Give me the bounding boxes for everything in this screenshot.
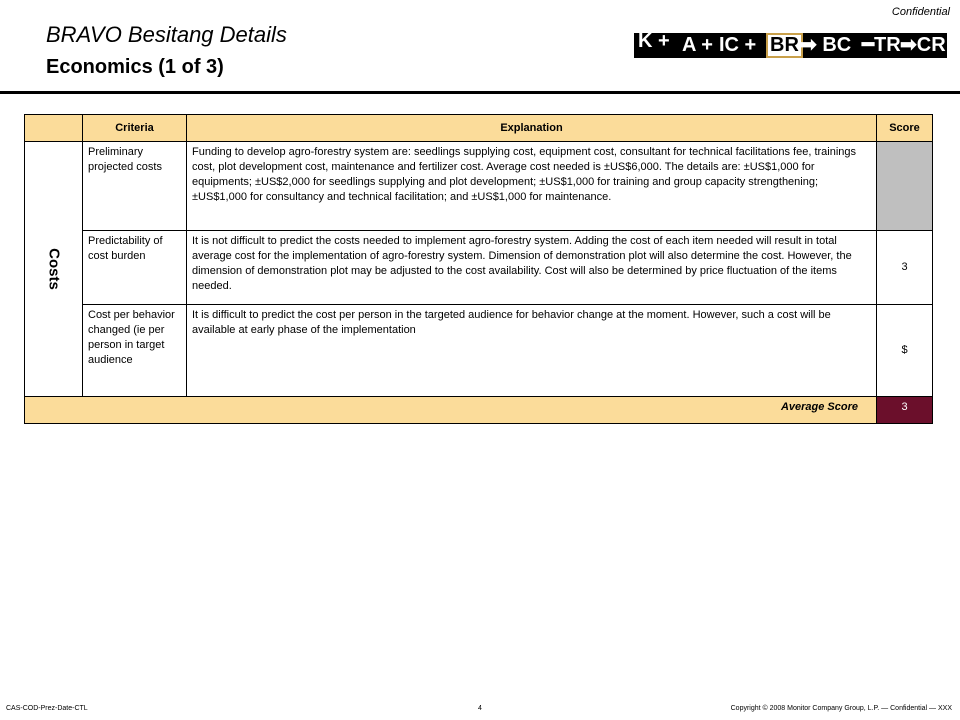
header-divider xyxy=(0,91,960,94)
explanation-cell: Funding to develop agro-forestry system are: seedlings supplying cost, equipment cost, consultant for technical facilitations fee, trainings cost, plot development cost, maintenance and fertilizer cost. Average cost needed is ±US$6,000. The details are: ±US$1,000 for equipments; ±US$2,000 for seedlings supplying and plot development; ±US$1,000 for training and group capacity strengthening; ±US$1,000 for consultancy and technical facilitation; and ±US$1,000 for maintenance. xyxy=(187,142,877,231)
footer-copyright: Copyright © 2008 Monitor Company Group, L.P. — Confidential — XXX xyxy=(730,705,952,712)
table-row xyxy=(25,142,933,231)
average-score-label: Average Score xyxy=(25,397,877,424)
group-cell xyxy=(25,142,83,397)
banner-step-k: K + xyxy=(638,30,670,52)
score-cell: $ xyxy=(877,305,933,397)
banner-step-cr: ➡CR xyxy=(900,34,946,56)
banner-step-a: A + xyxy=(682,34,713,56)
criteria-cell: Cost per behavior changed (ie per person in target audience xyxy=(83,305,187,397)
process-banner xyxy=(634,30,947,58)
footer-page-number: 4 xyxy=(478,705,482,712)
footer-doc-id: CAS-COD-Prez-Date-CTL xyxy=(6,705,88,712)
score-cell xyxy=(877,142,933,231)
banner-step-br: BR xyxy=(770,34,799,56)
average-row xyxy=(25,397,933,424)
economics-table xyxy=(24,114,933,424)
table-row xyxy=(25,231,933,305)
group-label-costs: Costs xyxy=(45,248,62,290)
criteria-cell: Predictability of cost burden xyxy=(83,231,187,305)
criteria-cell: Preliminary projected costs xyxy=(83,142,187,231)
header-score: Score xyxy=(877,115,933,142)
table-row xyxy=(25,305,933,397)
average-score-value: 3 xyxy=(877,397,933,424)
page-subtitle: Economics (1 of 3) xyxy=(46,56,224,78)
banner-step-ic: IC + xyxy=(719,34,757,56)
header-explanation: Explanation xyxy=(187,115,877,142)
table-header-row xyxy=(25,115,933,142)
banner-step-bc: ➡ BC xyxy=(800,34,852,56)
banner-step-tr: ━TR xyxy=(862,34,901,56)
score-cell: 3 xyxy=(877,231,933,305)
explanation-cell: It is difficult to predict the cost per person in the targeted audience for behavior change at the moment. However, such a cost will be available at early phase of the implementation xyxy=(187,305,877,397)
explanation-cell: It is not difficult to predict the costs needed to implement agro-forestry system. Adding the cost of each item needed will result in total average cost for the implementation of agro-forestry system. Dimension of demonstration plot will also determine the cost. However, the dimension of demonstration plot may be adjusted to the cost availability. Cost will also be determined by price fluctuation of the items needed. xyxy=(187,231,877,305)
confidential-label: Confidential xyxy=(891,6,950,18)
header-empty xyxy=(25,115,83,142)
page-title: BRAVO Besitang Details xyxy=(46,22,287,47)
header-criteria: Criteria xyxy=(83,115,187,142)
